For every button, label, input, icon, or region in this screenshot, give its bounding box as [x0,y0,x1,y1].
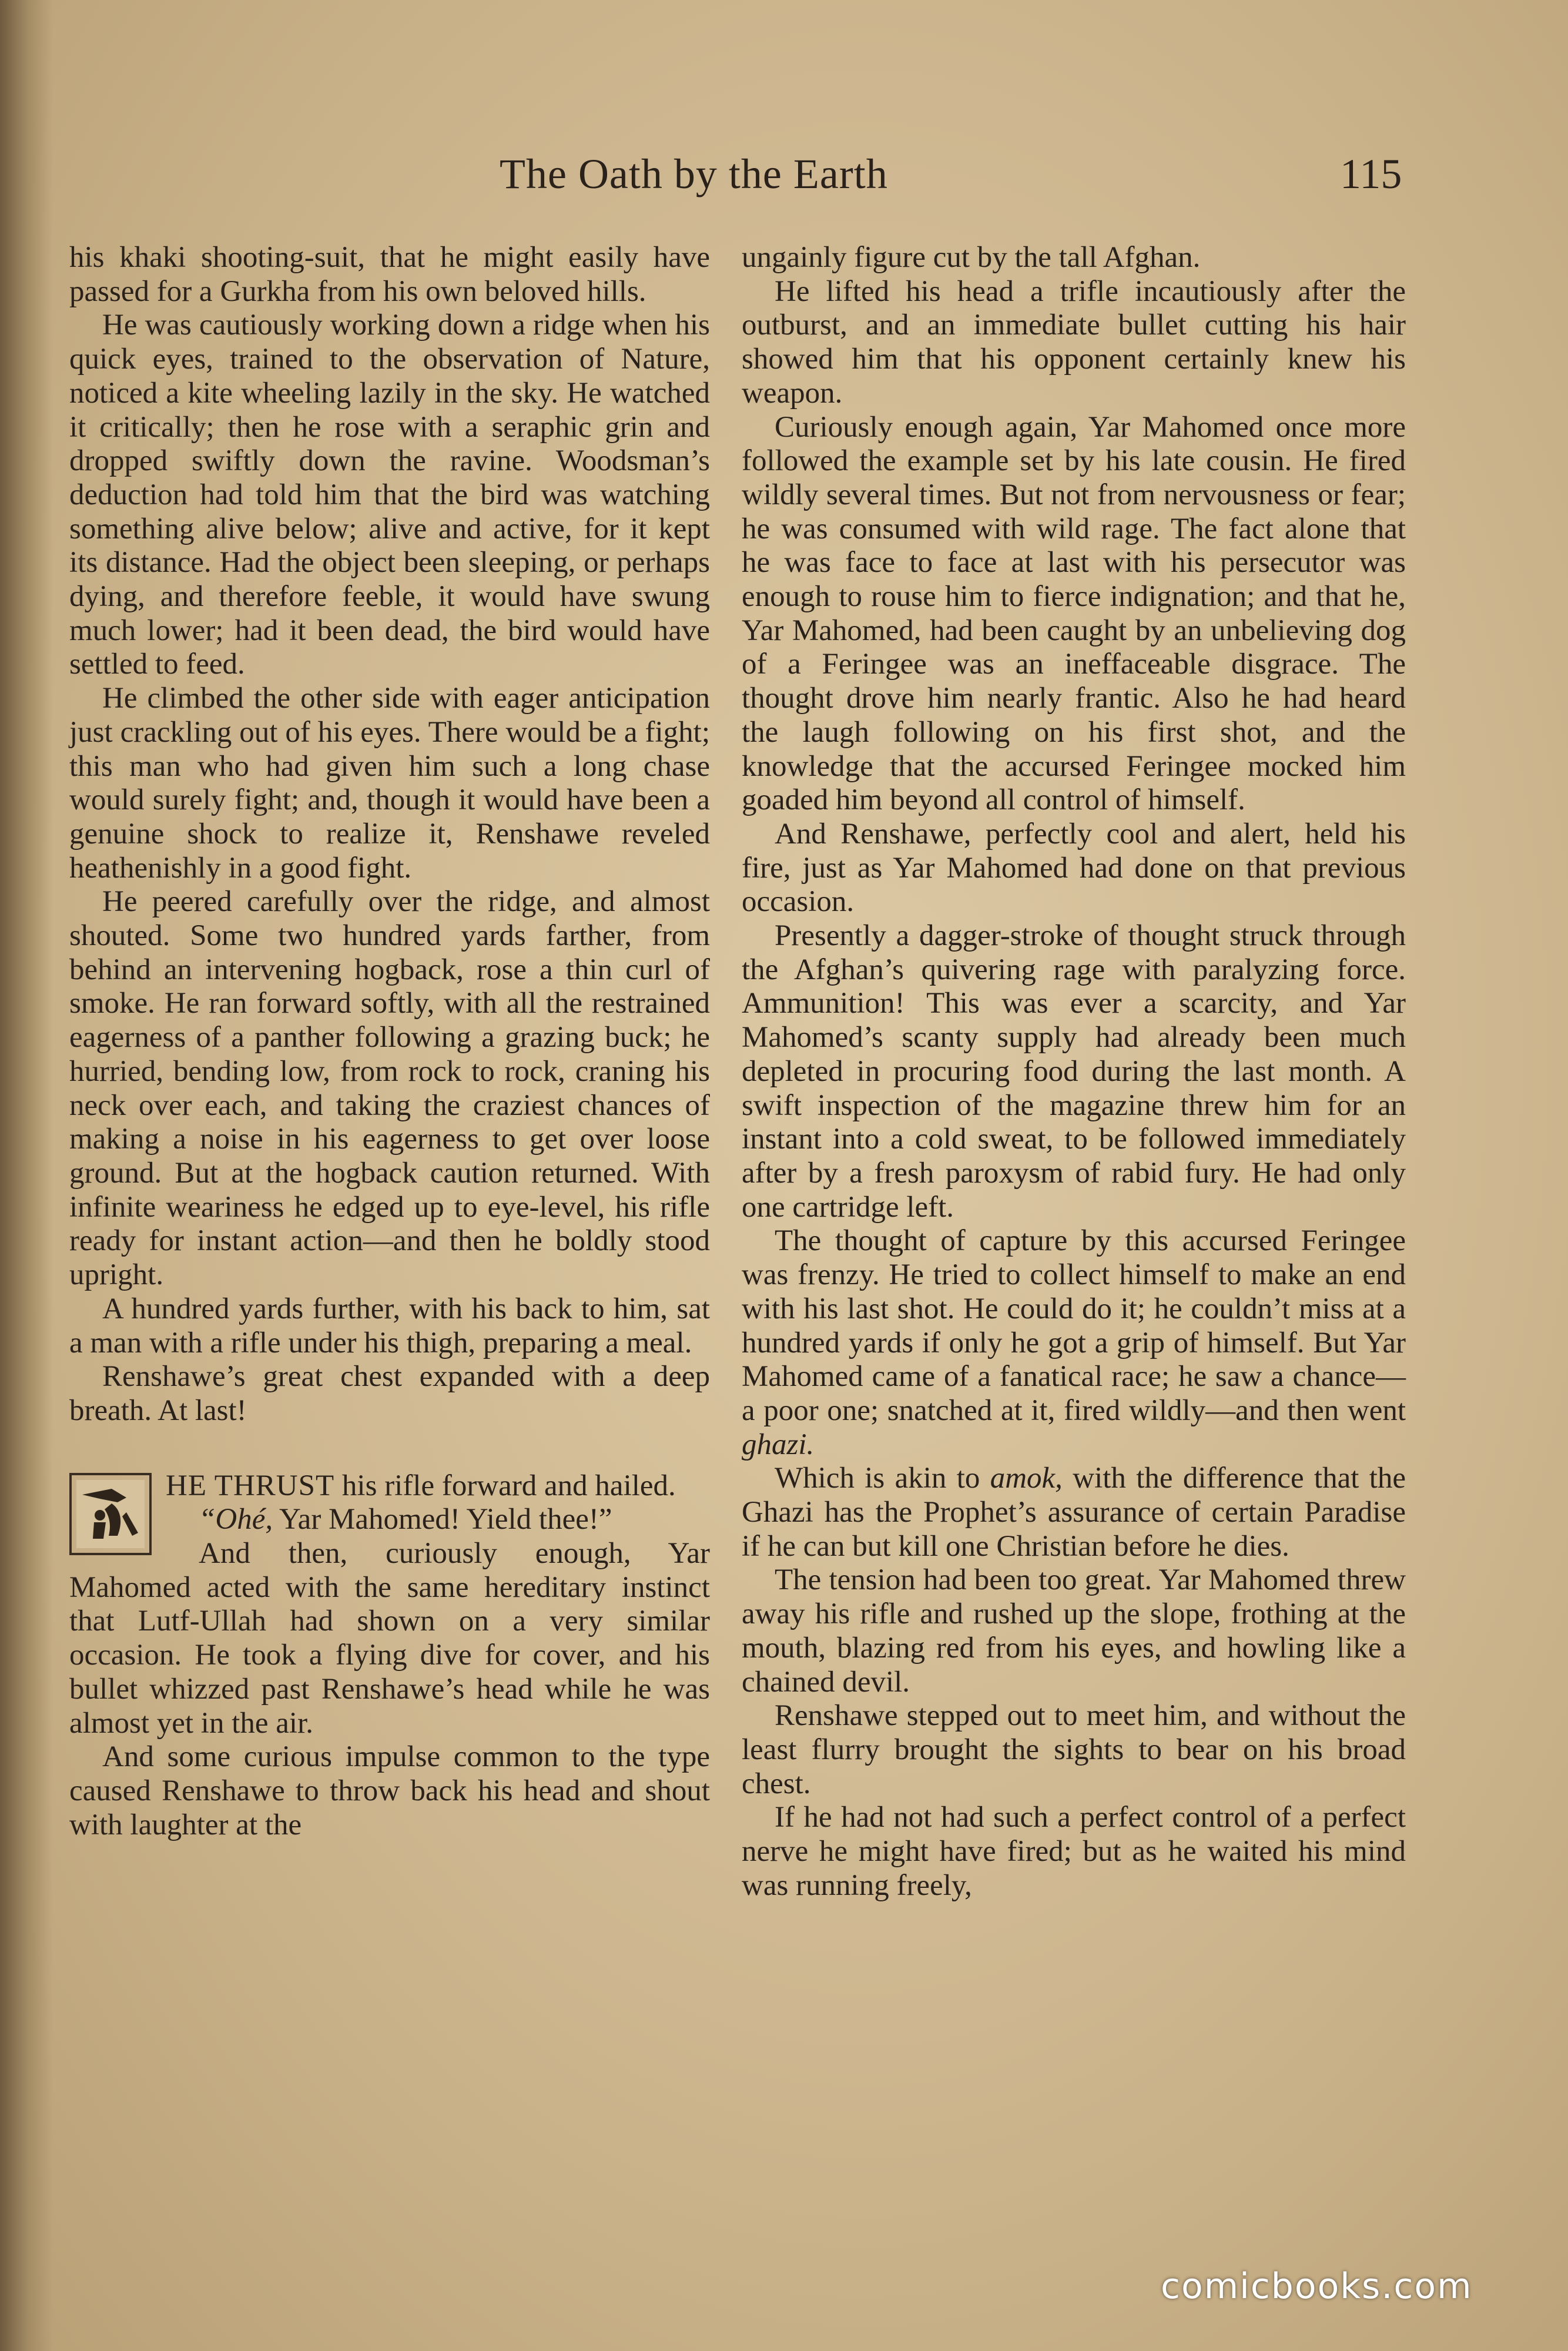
paragraph: Presently a dagger-stroke of thought struck through the Afghan’s quivering rage with paralyzing force. Ammunition! This was ever a scarcity, and Yar Mahomed’s scanty supply had already been much depleted in procuring food during the last month. A swift inspection of the magazine threw him for an instant into a cold sweat, to be followed immediately after by a fresh paroxysm of rabid fury. He had only one cartridge left. [742,919,1406,1224]
paragraph: He peered carefully over the ridge, and almost shouted. Some two hundred yards farther, from behind an intervening hogback, rose a thin curl of smoke. He ran forward softly, with all the restrained eagerness of a panther following a grazing buck; he hurried, bending low, from rock to rock, craning his neck over each, and taking the craziest chances of making a noise in his eagerness to get over loose ground. But at the hogback caution returned. With infinite weariness he edged up to eye-level, his rifle ready for instant action—and then he boldly stood upright. [69,885,710,1292]
italic-word: ghazi. [742,1428,815,1461]
paragraph: And then, curiously enough, Yar Mahomed acted with the same hereditary instinct that Lutf-Ullah had shown on a very similar occasion. He took a flying dive for cover, and his bullet whizzed past Renshawe’s head while he was almost yet in the air. [69,1537,710,1740]
running-header [0,150,1568,215]
section-break [69,1469,710,1843]
paragraph: ungainly figure cut by the tall Afghan. [742,241,1201,274]
text-run: with the difference that the Ghazi has the Prophet’s assurance of certain Paradise if he can but kill one Christian before he dies. [742,1462,1406,1563]
paragraph: He was cautiously working down a ridge when his quick eyes, trained to the observation of Nature, noticed a kite wheeling lazily in the sky. He watched it critically; then he rose with a seraphic grin and dropped swiftly down the ravine. Woodsman’s deduction had told him that the bird was watching something alive below; alive and active, for it kept its distance. Had the object been sleeping, or perhaps dying, and therefore feeble, it would have swung much lower; had it been dead, the bird would have settled to feed. [69,309,710,681]
paragraph: He climbed the other side with eager anticipation just crackling out of his eyes. There would be a fight; this man who had given him such a long chase would surely fight; and, though it would have been a genuine shock to realize it, Renshawe reveled heathenishly in a good fight. [69,682,710,885]
page-spine-shadow [0,0,53,2351]
paragraph: his khaki shooting-suit, that he might easily have passed for a Gurkha from his own beloved hills. [69,241,710,308]
paragraph: He lifted his head a trifle incautiously after the outburst, and an immediate bullet cutting his hair showed him that his opponent certainly knew his weapon. [742,274,1406,410]
paragraph: Renshawe’s great chest expanded with a deep breath. At last! [69,1360,710,1427]
paragraph: A hundred yards further, with his back to him, sat a man with a rifle under his thigh, preparing a meal. [69,1292,710,1359]
ornament-vignette-icon [69,1473,152,1555]
paragraph: If he had not had such a perfect control of a perfect nerve he might have fired; but as he waited his mind was running freely, [742,1801,1406,1902]
text-run: Which is akin to [775,1462,990,1495]
paragraph [742,1224,1406,1462]
site-watermark: comicbooks.com [1161,2266,1473,2307]
left-column [69,241,710,1842]
paragraph: The tension had been too great. Yar Mahomed threw away his rifle and rushed up the slope, frothing at the mouth, blazing red from his eyes, and howling like a chained devil. [742,1563,1406,1699]
paragraph: Curiously enough again, Yar Mahomed once more followed the example set by his late cousin. He fired wildly several times. But not from nervousness or fear; he was consumed with wild rage. The fact alone that he was face to face at last with his persecutor was enough to rouse him to fierce indignation; and that he, Yar Mahomed, had been caught by an unbelieving dog of a Feringee was an ineffaceable disgrace. The thought drove him nearly frantic. Also he had heard the laugh following on his first shot, and the knowledge that the accursed Feringee mocked him goaded him beyond all control of himself. [742,410,1406,817]
paragraph: Renshawe stepped out to meet him, and without the least flurry brought the sights to bear on his broad chest. [742,1699,1406,1800]
right-column [742,241,1406,1903]
paragraph [69,1469,710,1503]
text-run: his rifle forward and hailed. [334,1469,676,1502]
italic-word: amok, [990,1462,1063,1495]
text-run: The thought of capture by this accursed Feringee was frenzy. He tried to collect himself to make an end with his last shot. He could do it; he couldn’t miss at a hundred yards if only he got a grip of himself. But Yar Mahomed came of a fanatical race; he saw a chance—a poor one; snatched at it, fired wildly—and then went [742,1224,1406,1427]
paragraph: And Renshawe, perfectly cool and alert, held his fire, just as Yar Mahomed had done on that previous occasion. [742,817,1406,919]
section-opening-caps: HE THRUST [166,1469,335,1502]
paragraph [69,1503,710,1537]
text-run: Yar Mahomed! Yield thee!” [273,1503,612,1536]
paragraph: And some curious impulse common to the type caused Renshawe to throw back his head and shout with laughter at the [69,1740,710,1841]
paragraph [742,1462,1406,1563]
running-title: The Oath by the Earth [500,150,888,197]
exclamation-italic: “Ohé, [199,1503,273,1536]
page-number: 115 [1340,150,1402,197]
